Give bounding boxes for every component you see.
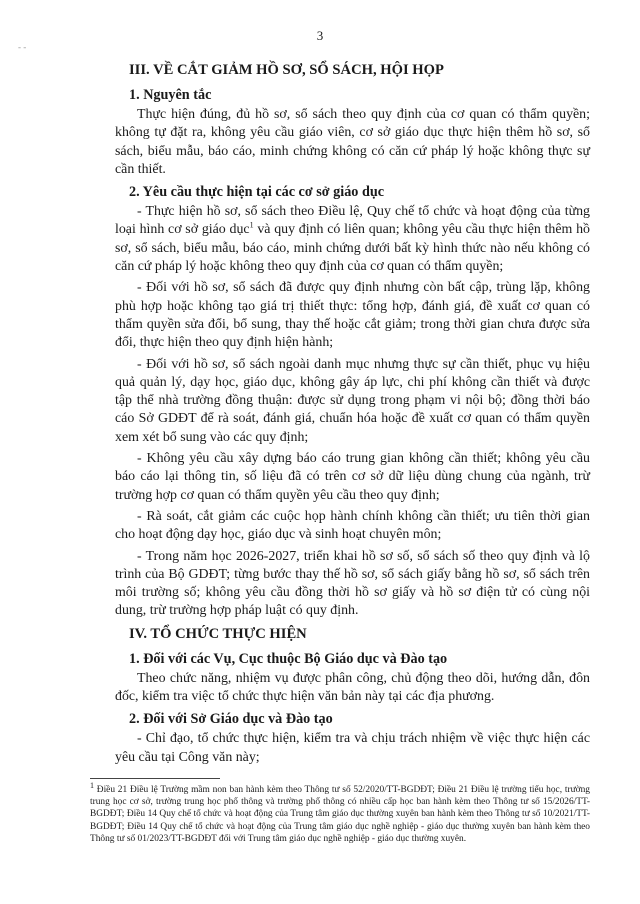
document-body bbox=[115, 60, 590, 770]
section-iii-heading-1: 1. Nguyên tắc bbox=[129, 87, 212, 103]
section-iv-heading-1: 1. Đối với các Vụ, Cục thuộc Bộ Giáo dục và Đào tạo bbox=[129, 650, 448, 667]
section-iii-paragraph-1: Thực hiện đúng, đủ hồ sơ, sổ sách theo quy định của cơ quan có thẩm quyền; không tự đặt ra, không yêu cầu giáo viên, cơ sở giáo dục thực hiện thêm hồ sơ, sổ sách, biểu mẫu, báo cáo, minh chứng không có căn cứ pháp lý hoặc không thực sự cần thiết. bbox=[115, 107, 590, 177]
scan-mark: - - bbox=[18, 42, 27, 52]
footnotes bbox=[90, 778, 590, 845]
section-iii-paragraph-5: - Không yêu cầu xây dựng báo cáo trung gian không cần thiết; không yêu cầu báo cáo lại thông tin, số liệu đã có trên cơ sở dữ liệu dùng chung của ngành, trừ trường hợp cơ quan có thẩm quyền yêu cầu theo quy định; bbox=[115, 451, 590, 503]
paragraph-text: - Thực hiện hồ sơ, sổ sách theo Điều lệ, Quy chế tổ chức và hoạt động của từng loại hình cơ sở giáo dục bbox=[115, 204, 590, 238]
section-iv-title: IV. TỔ CHỨC THỰC HIỆN bbox=[129, 625, 307, 642]
section-iv-paragraph-1: Theo chức năng, nhiệm vụ được phân công, chủ động theo dõi, hướng dẫn, đôn đốc, kiểm tra việc tổ chức thực hiện văn bản này tại các địa phương. bbox=[115, 670, 590, 705]
section-iii-title: III. VỀ CẮT GIẢM HỒ SƠ, SỔ SÁCH, HỘI HỌP bbox=[129, 62, 444, 78]
section-iii-paragraph-3: - Đối với hồ sơ, sổ sách đã được quy định nhưng còn bất cập, trùng lặp, không phù hợp hoặc không tạo giá trị thiết thực: tổng hợp, đánh giá, đề xuất cơ quan có thẩm quyền sửa đổi, bổ sung, thay thế hoặc cắt giảm; trong thời gian chưa được sửa đổi, thực hiện theo quy định hiện hành; bbox=[115, 280, 590, 351]
footnote-number: 1 bbox=[90, 780, 94, 790]
footnote-divider bbox=[90, 778, 220, 779]
section-iii-paragraph-6: - Rà soát, cắt giảm các cuộc họp hành chính không cần thiết; ưu tiên thời gian cho hoạt động dạy học, giáo dục và sinh hoạt chuyên môn; bbox=[115, 508, 590, 543]
footnote-1 bbox=[90, 780, 590, 845]
section-iii-paragraph-4: - Đối với hồ sơ, sổ sách ngoài danh mục nhưng thực sự cần thiết, phục vụ hiệu quả quản lý, dạy học, giáo dục, không gây áp lực, chi phí không cần thiết và được tập thể nhà trường đồng thuận: được sử dụng trong phạm vi nội bộ; đồng thời báo cáo Sở GDĐT để rà soát, đánh giá, chuẩn hóa hoặc đề xuất cơ quan có thẩm quyền xem xét bổ sung vào các quy định; bbox=[115, 356, 590, 445]
section-iii-heading-2: 2. Yêu cầu thực hiện tại các cơ sở giáo dục bbox=[129, 184, 385, 201]
section-iii-paragraph-7: - Trong năm học 2026-2027, triển khai hồ sơ số, sổ sách số theo quy định và lộ trình của Bộ GDĐT; từng bước thay thế hồ sơ, sổ sách giấy bằng hồ sơ, sổ sách trên môi trường số; không yêu cầu đồng thời hồ sơ giấy và hồ sơ điện tử có cùng nội dung, trừ trường hợp pháp luật có quy định. bbox=[115, 548, 590, 619]
section-iv-heading-2: 2. Đối với Sở Giáo dục và Đào tạo bbox=[129, 711, 333, 728]
paragraph-text: và quy định có liên quan; không yêu cầu thực hiện thêm hồ sơ, sổ sách, biểu mẫu, báo cáo, minh chứng dưới bất kỳ hình thức nào nếu không có căn cứ pháp lý hoặc không theo quy định của cơ quan có thẩm quyền; bbox=[115, 222, 590, 275]
section-iv-paragraph-2: - Chỉ đạo, tổ chức thực hiện, kiểm tra và chịu trách nhiệm về việc thực hiện các yêu cầu tại Công văn này; bbox=[115, 731, 590, 765]
section-iii-paragraph-2 bbox=[115, 203, 590, 276]
page-number: 3 bbox=[316, 28, 324, 43]
footnote-text: Điều 21 Điều lệ Trường mầm non ban hành kèm theo Thông tư số 52/2020/TT-BGDĐT; Điều 21 Điều lệ trường tiểu học, trường trung học cơ sở, trường trung học phổ thông và trường phổ thông có nhiều cấp học ban hành kèm theo Thông tư số 15/2026/TT-BGDĐT; Điều 14 Quy chế tổ chức và hoạt động của Trung tâm giáo dục thường xuyên ban hành kèm theo Thông tư số 10/2021/TT-BGDĐT; Điều 14 Quy chế tổ chức và hoạt động của Trung tâm giáo dục nghề nghiệp - giáo dục thường xuyên ban hành kèm theo Thông tư số 01/2023/TT-BGDĐT đối với Trung tâm giáo dục nghề nghiệp - giáo dục thường xuyên. bbox=[90, 785, 590, 844]
footnote-ref: 1 bbox=[249, 220, 254, 230]
